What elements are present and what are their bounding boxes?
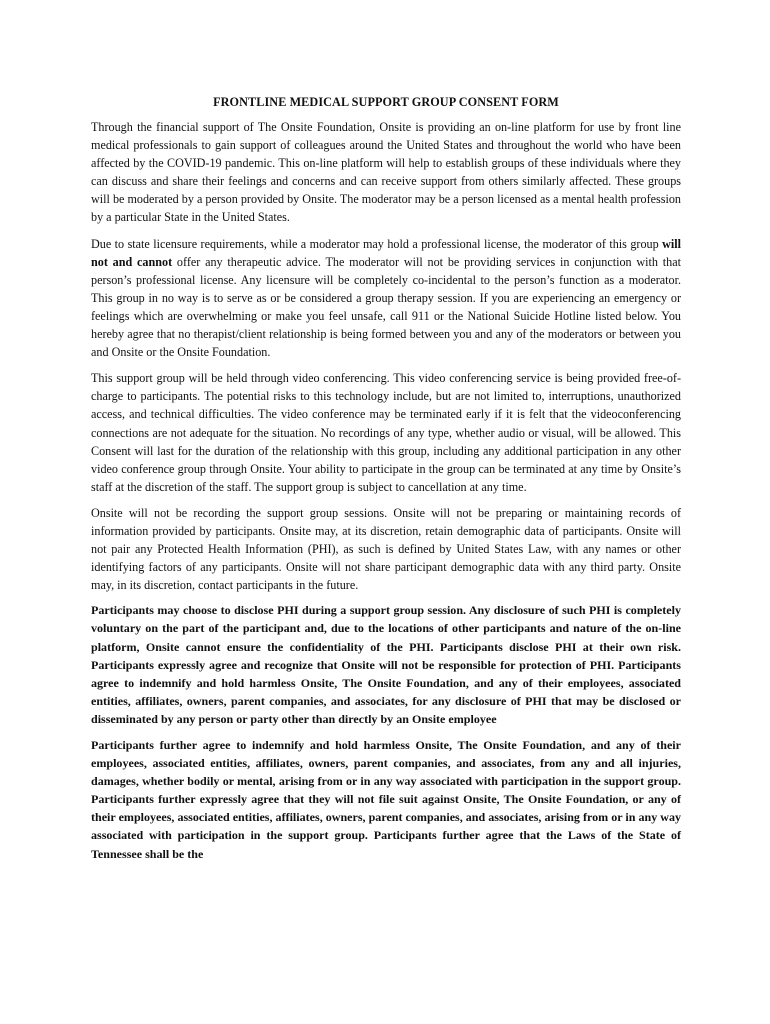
paragraph-phi-disclosure: Participants may choose to disclose PHI during a support group session. Any disclosure of such PHI is completely voluntary on the part of the participant and, due to the locations of other participants and nature of the on-line platform, Onsite cannot ensure the confidentiality of the PHI. Participants disclose PHI at their own risk. Participants expressly agree and recognize that Onsite will not be responsible for protection of PHI. Participants agree to indemnify and hold harmless Onsite, The Onsite Foundation, and any of their employees, associated entities, affiliates, owners, parent companies, and associates, for any disclosure of PHI that may be disclosed or disseminated by any person or party other than directly by an Onsite employee — [91, 603, 681, 726]
paragraph-text: Due to state licensure requirements, while a moderator may hold a professional license, the moderator of this group — [91, 236, 663, 251]
paragraph-moderator-licensure — [91, 235, 681, 362]
paragraph-platform-overview: Through the financial support of The Onsite Foundation, Onsite is providing an on-line platform for use by front line medical professionals to gain support of colleagues around the United States and throughout the world who have been affected by the COVID-19 pandemic. This on-line platform will help to establish groups of these individuals where they can discuss and share their feelings and concerns and can receive support from others similarly affected. These groups will be moderated by a person provided by Onsite. The moderator may be a person licensed as a mental health profession by a particular State in the United States. — [91, 120, 681, 225]
paragraph-indemnification: Participants further agree to indemnify and hold harmless Onsite, The Onsite Foundation, and any of their employees, associated entities, affiliates, owners, parent companies, and associates, from any and all injuries, damages, whether bodily or mental, arising from or in any way associated with participation in the support group. Participants further expressly agree that they will not file suit against Onsite, The Onsite Foundation, or any of their employees, associated entities, affiliates, owners, parent companies, and associates, arising from or in any way associated with participation in the support group. Participants further agree that the Laws of the State of Tennessee shall be the — [91, 738, 681, 861]
paragraph-video-conferencing: This support group will be held through video conferencing. This video conferencing service is being provided free-of-charge to participants. The potential risks to this technology include, but are not limited to, interruptions, unauthorized access, and technical difficulties. The video conference may be terminated early if it is felt that the videoconferencing connections are not adequate for the situation. No recordings of any type, whether audio or visual, will be allowed. This Consent will last for the duration of the relationship with this group, including any additional participation in any other video conference group through Onsite. Your ability to participate in the group can be terminated at any time by Onsite’s staff at the discretion of the staff. The support group is subject to cancellation at any time. — [91, 371, 681, 494]
paragraph-text: offer any therapeutic advice. The moderator will not be providing services in conjunction with that person’s professional license. Any licensure will be completely co-incidental to the person’s function as a moderator. This group in no way is to serve as or be considered a group therapy session. If you are experiencing an emergency or feelings which are overwhelming or make you feel unsafe, call 911 or the National Suicide Hotline listed below. You hereby agree that no therapist/client relationship is being formed between you and any of the moderators or between you and Onsite or the Onsite Foundation. — [91, 254, 681, 360]
emphasis-text: will not and cannot — [91, 236, 681, 269]
document-body — [91, 93, 681, 871]
document-title: FRONTLINE MEDICAL SUPPORT GROUP CONSENT FORM — [213, 95, 559, 109]
paragraph-records: Onsite will not be recording the support group sessions. Onsite will not be preparing or maintaining records of information provided by participants. Onsite may, at its discretion, retain demographic data of participants. Onsite will not pair any Protected Health Information (PHI), as such is defined by United States Law, with any names or other identifying factors of any participants. Onsite will not share participant demographic data with any third party. Onsite may, in its discretion, contact participants in the future. — [91, 505, 681, 593]
